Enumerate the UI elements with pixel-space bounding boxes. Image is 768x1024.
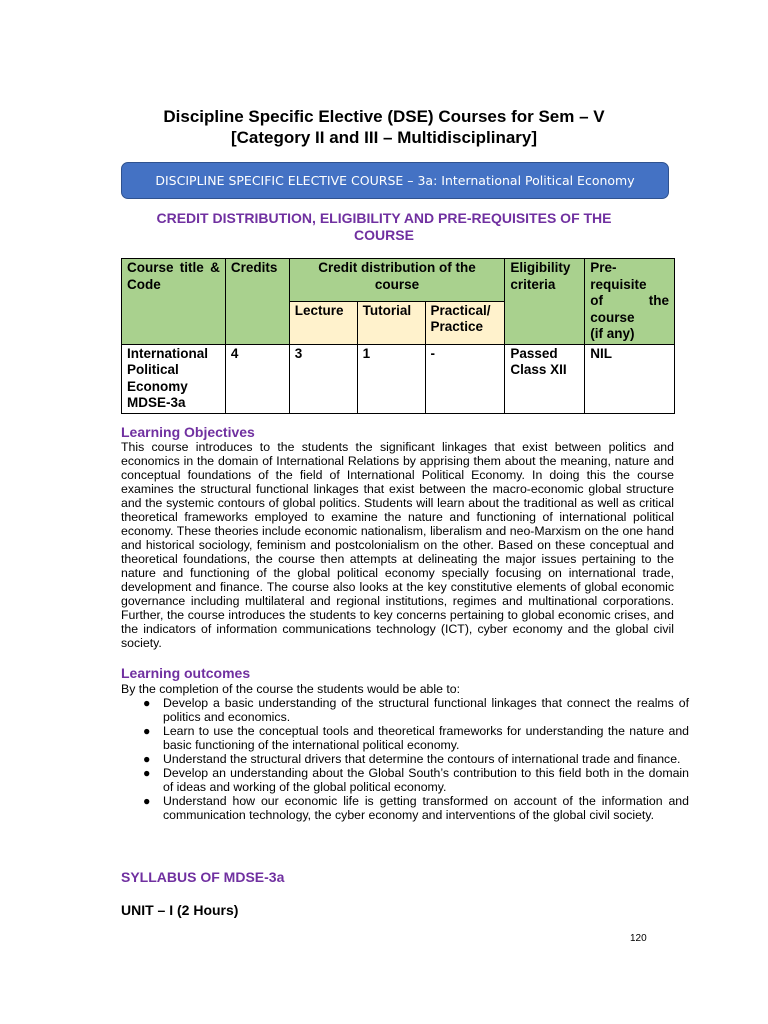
objectives-heading: Learning Objectives — [121, 424, 255, 440]
header-tutorial: Tutorial — [357, 301, 425, 344]
cell-credits: 4 — [225, 344, 289, 413]
header-prerequisite-line2: of the course — [590, 293, 669, 325]
header-course-title: Course title & Code — [122, 259, 226, 345]
list-item: ● Develop an understanding about the Global South’s contribution to this field both in the domain of ideas and working of the global political economy. — [143, 766, 689, 794]
table-row — [122, 344, 675, 413]
page-title-line1: Discipline Specific Elective (DSE) Courses for Sem – V — [163, 107, 605, 126]
header-prerequisite-line3: (if any) — [590, 326, 635, 341]
credit-heading-line2: COURSE — [354, 227, 414, 243]
table-header-row — [122, 259, 675, 302]
header-credits: Credits — [225, 259, 289, 345]
cell-course-title: International Political Economy MDSE-3a — [122, 344, 226, 413]
header-practical: Practical/ Practice — [425, 301, 505, 344]
bullet-icon: ● — [143, 766, 151, 780]
bullet-icon: ● — [143, 794, 151, 808]
bullet-icon: ● — [143, 752, 151, 766]
header-prerequisite-line1: Pre-requisite — [590, 260, 647, 292]
outcomes-intro: By the completion of the course the students would be able to: — [121, 682, 461, 696]
course-banner: DISCIPLINE SPECIFIC ELECTIVE COURSE – 3a: International Political Economy — [121, 162, 669, 199]
outcomes-heading: Learning outcomes — [121, 665, 251, 681]
header-credit-distribution: Credit distribution of the course — [289, 259, 505, 302]
objectives-text: This course introduces to the students the significant linkages that exist between politics and economics in the domain of International Relations by apprising them about the meaning, nature and conceptual foundations of the field of International Political Economy. In doing this the course examines the structural functional linkages that exist between the macro-economic global structure and the systemic contours of global politics. Students will learn about the traditional as well as critical theoretical frameworks employed to examine the nature and functioning of international political economy. These theories include economic nationalism, liberalism and neo-Marxism on the one hand and historical sociology, feminism and postcolonialism on the other. Based on these conceptual and theoretical foundations, the course then attempts at delineating the major issues pertaining to the nature and functioning of the global political economy specially focusing on international trade, development and finance. The course also looks at the key constitutive elements of global economic governance including multilateral and regional institutions, regimes and multinational corporations. Further, the course introduces the students to key concerns pertaining to global economic crises, and the indicators of information communications technology (ICT), cyber economy and the global civil society. — [121, 440, 674, 650]
unit-heading: UNIT – I (2 Hours) — [121, 902, 239, 918]
cell-prerequisite: NIL — [585, 344, 675, 413]
page-title-line2: [Category II and III – Multidisciplinary] — [230, 128, 538, 147]
outcomes-list — [121, 696, 689, 822]
page-number: 120 — [630, 933, 647, 944]
credit-table — [121, 258, 675, 414]
list-item: ● Develop a basic understanding of the structural functional linkages that connect the realms of politics and economics. — [143, 696, 689, 724]
list-item: ● Learn to use the conceptual tools and theoretical frameworks for understanding the nature and basic functioning of the international political economy. — [143, 724, 689, 752]
syllabus-heading: SYLLABUS OF MDSE-3a — [121, 869, 285, 885]
cell-eligibility: Passed Class XII — [505, 344, 585, 413]
bullet-icon: ● — [143, 724, 151, 738]
list-item: ● Understand how our economic life is getting transformed on account of the information and communication technology, the cyber economy and interventions of the global civil society. — [143, 794, 689, 822]
bullet-icon: ● — [143, 696, 151, 710]
header-lecture: Lecture — [289, 301, 357, 344]
cell-lecture: 3 — [289, 344, 357, 413]
cell-practical: - — [425, 344, 505, 413]
list-item: ● Understand the structural drivers that determine the contours of international trade and finance. — [143, 752, 681, 766]
header-prerequisite — [585, 259, 675, 345]
cell-tutorial: 1 — [357, 344, 425, 413]
header-eligibility: Eligibility criteria — [505, 259, 585, 345]
credit-heading-line1: CREDIT DISTRIBUTION, ELIGIBILITY AND PRE-REQUISITES OF THE — [156, 210, 612, 226]
